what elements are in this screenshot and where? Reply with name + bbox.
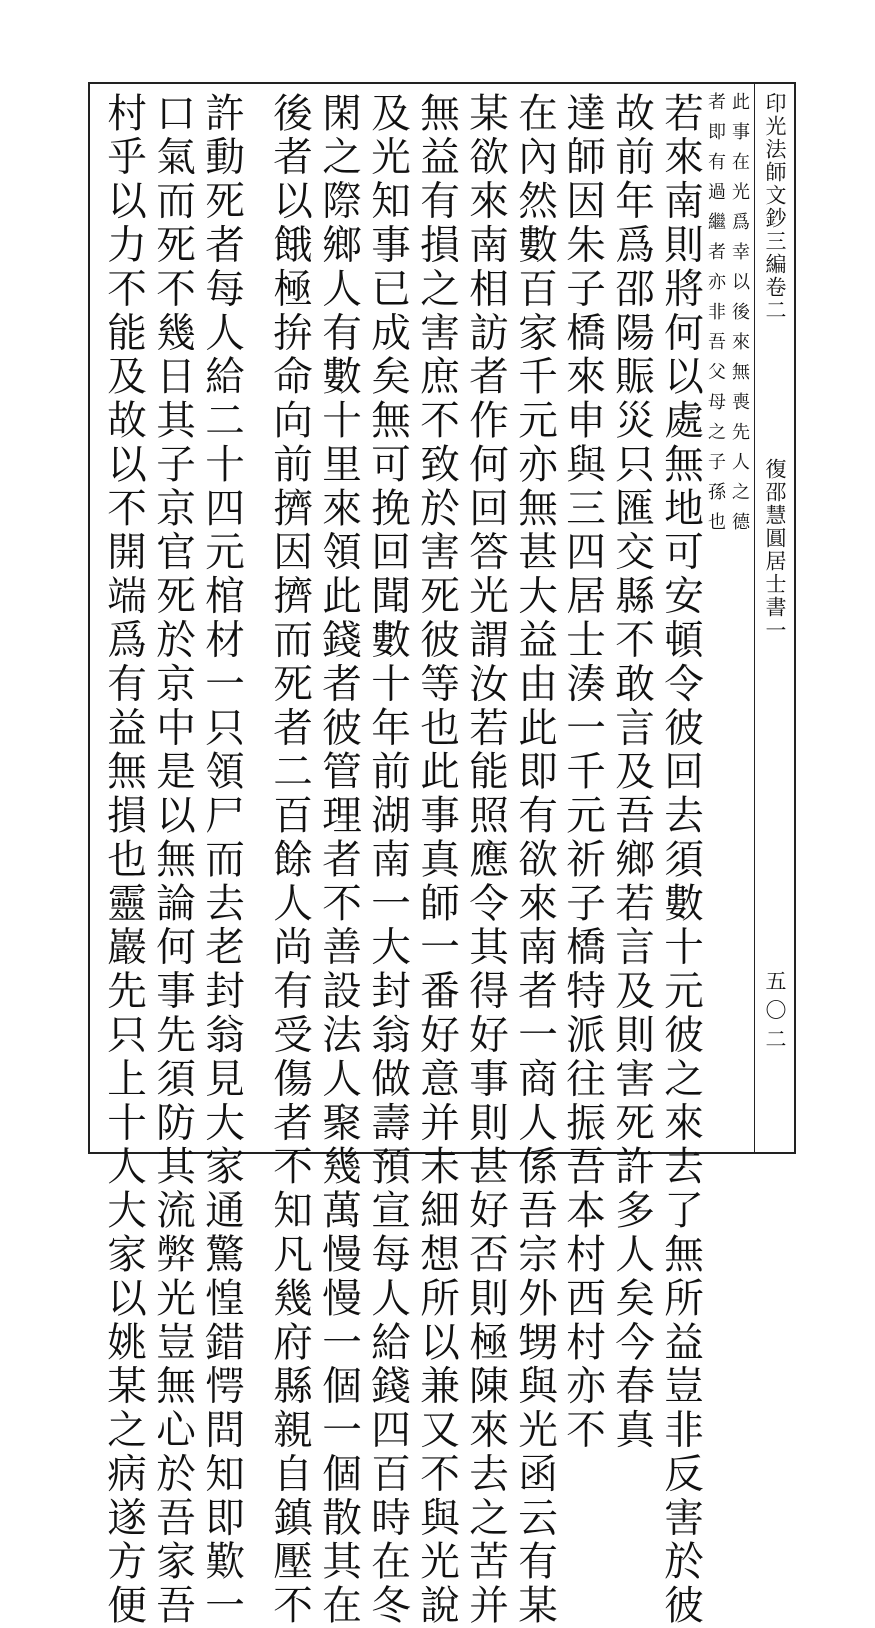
inline-note-column: 此事在光爲幸以後來無喪先人之德 [729, 92, 750, 542]
page-number: 五〇二 [763, 970, 787, 1057]
text-column: 某欲來南相訪者作何回答光謂汝若能照應令其得好事則甚好否則極陳來去之苦并 [462, 92, 509, 1628]
text-column: 村乎以力不能及故以不開端爲有益無損也靈巖先只上十人大家以姚某之病遂方便 [100, 92, 147, 1628]
text-column: 達師因朱子橋來申與三四居士湊一千元祈子橋特派往振吾本村西村亦不 [559, 92, 606, 1453]
text-column: 及光知事已成矣無可挽回聞數十年前湖南一大封翁做壽預宣每人給錢四百時在冬 [364, 92, 411, 1628]
text-column: 口氣而死不幾日其子京官死於京中是以無論何事先須防其流弊光豈無心於吾家吾 [149, 92, 196, 1628]
book-title: 印光法師文鈔三編卷二 [763, 92, 787, 322]
inline-note-column: 者即有過繼者亦非吾父母之子孫也 [705, 92, 726, 542]
text-column: 無益有損之害庶不致於害死彼等也此事真師一番好意并未細想所以兼又不與光說 [413, 92, 460, 1628]
letter-title: 復邵慧圓居士書一 [763, 458, 787, 642]
text-column: 若來南則將何以處無地可安頓令彼回去須數十元彼之來去了無所益豈非反害於彼 [657, 92, 704, 1628]
text-column: 許動死者每人給二十四元棺材一只領尸而去老封翁見大家通驚惶錯愕問知即歎一 [198, 92, 245, 1628]
margin-separator [754, 82, 755, 1154]
text-column: 閑之際鄉人有數十里來領此錢者彼管理者不善設法人聚幾萬慢慢一個一個散其在 [315, 92, 362, 1628]
text-column: 在內然數百家千元亦無甚大益由此即有欲來南者一商人係吾宗外甥與光函云有某 [511, 92, 558, 1628]
text-column: 故前年爲邵陽賑災只匯交縣不敢言及吾鄉若言及則害死許多人矣今春真 [608, 92, 655, 1453]
text-column: 後者以餓極拚命向前擠因擠而死者二百餘人尚有受傷者不知凡幾府縣親自鎮壓不 [266, 92, 313, 1628]
